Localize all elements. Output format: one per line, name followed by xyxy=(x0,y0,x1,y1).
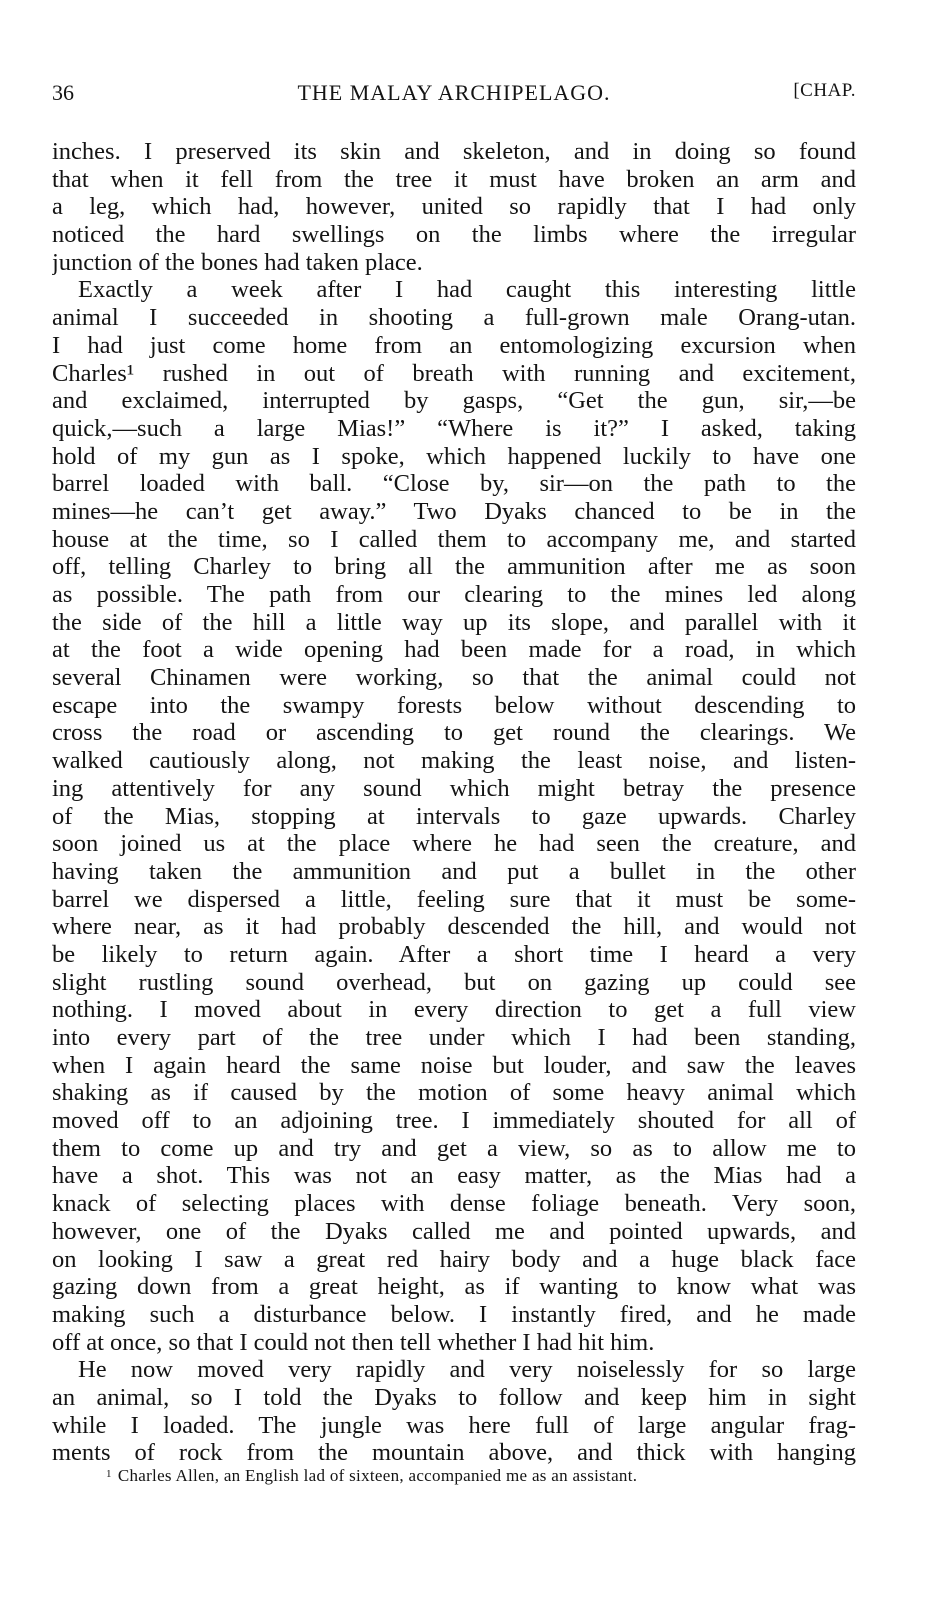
text-line: of the Mias, stopping at intervals to gaze upwards. Charley xyxy=(52,802,856,830)
running-title: THE MALAY ARCHIPELAGO. xyxy=(297,80,611,105)
text-line: have a shot. This was not an easy matter, as the Mias had a xyxy=(52,1162,856,1190)
text-line: cross the road or ascending to get round the clearings. We xyxy=(52,719,856,747)
text-line: escape into the swampy forests below without descending to xyxy=(52,691,856,719)
body-text xyxy=(52,138,856,1467)
text-line: animal I succeeded in shooting a full-grown male Orang-utan. xyxy=(52,304,856,332)
text-line: while I loaded. The jungle was here full of large angular frag- xyxy=(52,1411,856,1439)
text-line: hold of my gun as I spoke, which happened luckily to have one xyxy=(52,442,856,470)
text-line: and exclaimed, interrupted by gasps, “Get the gun, sir,—be xyxy=(52,387,856,415)
text-line: on looking I saw a great red hairy body and a huge black face xyxy=(52,1245,856,1273)
text-line: making such a disturbance below. I instantly fired, and he made xyxy=(52,1300,856,1328)
text-line: where near, as it had probably descended the hill, and would not xyxy=(52,913,856,941)
text-line: house at the time, so I called them to accompany me, and started xyxy=(52,525,856,553)
text-line: He now moved very rapidly and very noiselessly for so large xyxy=(78,1356,856,1384)
text-line: Exactly a week after I had caught this interesting little xyxy=(78,276,856,304)
text-line: I had just come home from an entomologizing excursion when xyxy=(52,331,856,359)
text-line: several Chinamen were working, so that the animal could not xyxy=(52,664,856,692)
text-line: however, one of the Dyaks called me and pointed upwards, and xyxy=(52,1217,856,1245)
text-line: as possible. The path from our clearing to the mines led along xyxy=(52,581,856,608)
footnote-marker: 1 xyxy=(106,1468,112,1480)
text-line: when I again heard the same noise but louder, and saw the leaves xyxy=(52,1051,856,1079)
text-line: walked cautiously along, not making the least noise, and listen- xyxy=(52,747,856,775)
text-line: an animal, so I told the Dyaks to follow and keep him in sight xyxy=(52,1383,856,1411)
text-line: Charles¹ rushed in out of breath with running and excitement, xyxy=(52,359,856,387)
text-line: ments of rock from the mountain above, and thick with hanging xyxy=(52,1439,856,1467)
text-line: them to come up and try and get a view, so as to allow me to xyxy=(52,1134,856,1162)
text-line: a leg, which had, however, united so rapidly that I had only xyxy=(52,193,856,221)
text-line: that when it fell from the tree it must have broken an arm and xyxy=(52,165,856,193)
text-line: moved off to an adjoining tree. I immediately shouted for all of xyxy=(52,1107,856,1135)
footnote-text: Charles Allen, an English lad of sixteen, accompanied me as an assistant. xyxy=(117,1466,638,1485)
text-line: off, telling Charley to bring all the ammunition after me as soon xyxy=(52,553,856,581)
text-line: slight rustling sound overhead, but on gazing up could see xyxy=(52,968,856,996)
text-line: the side of the hill a little way up its slope, and parallel with it xyxy=(52,608,856,636)
text-line: barrel we dispersed a little, feeling sure that it must be some- xyxy=(52,885,856,913)
text-line: inches. I preserved its skin and skeleton, and in doing so found xyxy=(52,138,856,165)
chapter-label: [CHAP. xyxy=(793,80,856,101)
text-line: quick,—such a large Mias!” “Where is it?” I asked, taking xyxy=(52,414,856,442)
text-line: barrel loaded with ball. “Close by, sir—on the path to the xyxy=(52,470,856,498)
text-line: shaking as if caused by the motion of some heavy animal which xyxy=(52,1079,856,1107)
page-number: 36 xyxy=(52,80,74,105)
text-line: at the foot a wide opening had been made for a road, in which xyxy=(52,636,856,664)
text-line: soon joined us at the place where he had seen the creature, and xyxy=(52,830,856,858)
text-line: noticed the hard swellings on the limbs where the irregular xyxy=(52,221,856,249)
text-line: be likely to return again. After a short time I heard a very xyxy=(52,940,856,968)
text-line: off at once, so that I could not then tell whether I had hit him. xyxy=(52,1328,655,1356)
text-line: ing attentively for any sound which might betray the presence xyxy=(52,774,856,802)
text-line: nothing. I moved about in every direction to get a full view xyxy=(52,996,856,1024)
text-line: gazing down from a great height, as if wanting to know what was xyxy=(52,1273,856,1301)
footnote xyxy=(106,1466,806,1486)
text-line: junction of the bones had taken place. xyxy=(52,248,423,276)
text-line: mines—he can’t get away.” Two Dyaks chanced to be in the xyxy=(52,497,856,525)
text-line: into every part of the tree under which I had been standing, xyxy=(52,1024,856,1051)
text-line: having taken the ammunition and put a bullet in the other xyxy=(52,857,856,885)
page-header xyxy=(52,80,856,110)
text-line: knack of selecting places with dense foliage beneath. Very soon, xyxy=(52,1190,856,1218)
